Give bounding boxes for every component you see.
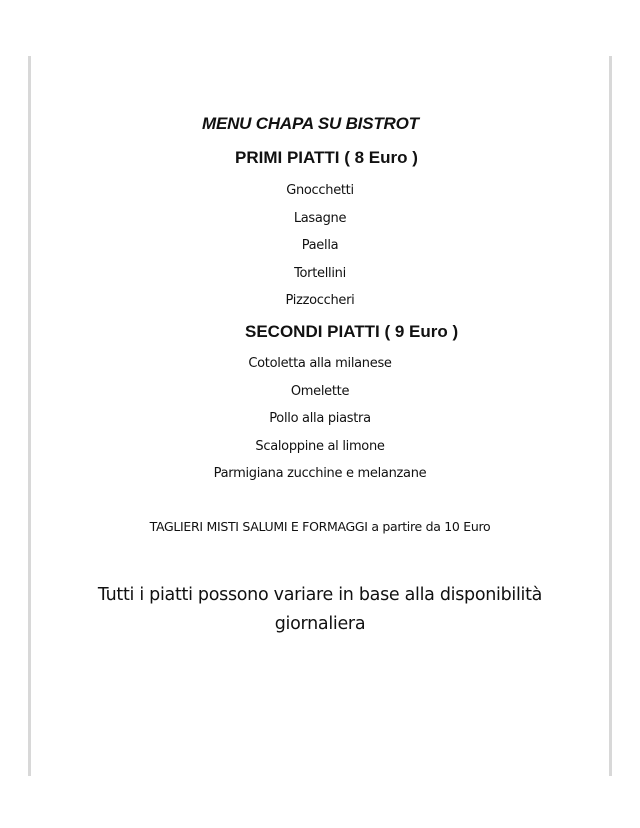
primi-item: Tortellini: [294, 266, 346, 281]
secondi-piatti-heading: SECONDI PIATTI ( 9 Euro ): [245, 322, 459, 341]
secondi-item: Parmigiana zucchine e melanzane: [213, 466, 427, 481]
primi-item: Paella: [301, 238, 339, 253]
primi-item: Pizzoccheri: [285, 293, 355, 308]
secondi-item: Pollo alla piastra: [269, 411, 371, 426]
secondi-item: Omelette: [290, 384, 350, 399]
menu-title: MENU CHAPA SU BISTROT: [202, 114, 419, 133]
primi-item: Gnocchetti: [286, 183, 354, 198]
primi-item: Lasagne: [293, 211, 347, 226]
availability-note-line2: giornaliera: [274, 614, 366, 634]
taglieri-note: TAGLIERI MISTI SALUMI E FORMAGGI a partire da 10 Euro: [149, 519, 491, 534]
primi-piatti-heading: PRIMI PIATTI ( 8 Euro ): [235, 148, 418, 167]
secondi-item: Cotoletta alla milanese: [248, 356, 392, 371]
availability-note-line1: Tutti i piatti possono variare in base alla disponibilità: [97, 585, 543, 605]
secondi-item: Scaloppine al limone: [255, 439, 385, 454]
